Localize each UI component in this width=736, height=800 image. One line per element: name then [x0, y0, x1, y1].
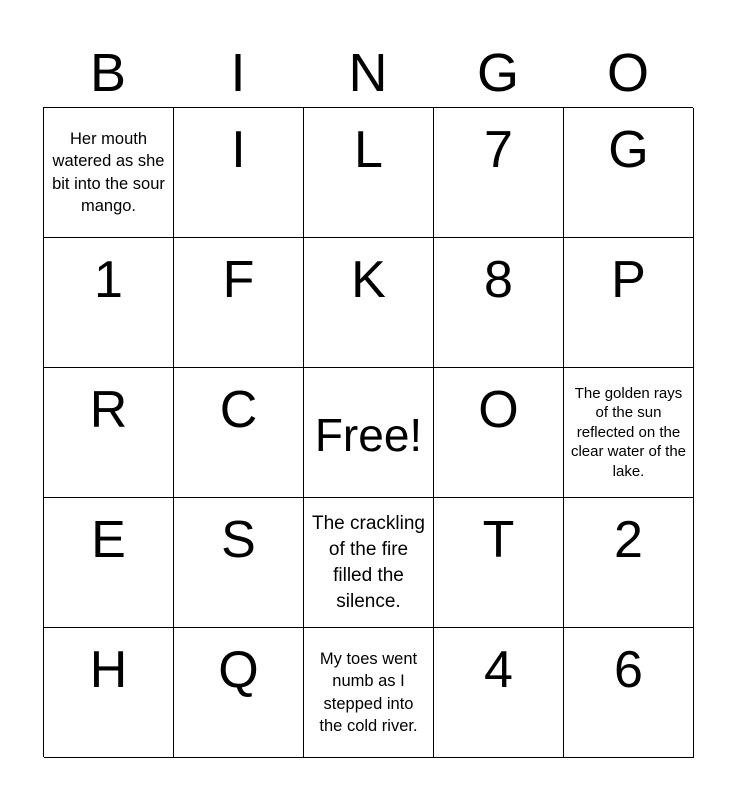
bingo-cell-r2-c2[interactable]: F — [174, 238, 304, 368]
bingo-board — [43, 107, 693, 757]
bingo-cell-r3-c5[interactable]: The golden rays of the sun reflected on the clear water of the lake. — [564, 368, 694, 498]
header-letter-b: B — [89, 43, 127, 103]
header-letter-g: G — [476, 43, 519, 103]
bingo-cell-r2-c1[interactable]: 1 — [44, 238, 174, 368]
bingo-cell-r5-c4[interactable]: 4 — [434, 628, 564, 758]
bingo-cell-r4-c4[interactable]: T — [434, 498, 564, 628]
free-space-cell[interactable]: Free! — [304, 368, 434, 498]
bingo-cell-r1-c1[interactable]: Her mouth watered as she bit into the sour mango. — [44, 108, 174, 238]
header-letter-i: I — [230, 43, 246, 103]
bingo-cell-r4-c1[interactable]: E — [44, 498, 174, 628]
bingo-cell-r5-c2[interactable]: Q — [174, 628, 304, 758]
bingo-cell-r5-c1[interactable]: H — [44, 628, 174, 758]
bingo-cell-r5-c5[interactable]: 6 — [564, 628, 694, 758]
header-letter-o: O — [606, 43, 649, 103]
bingo-cell-r1-c2[interactable]: I — [174, 108, 304, 238]
bingo-cell-r1-c3[interactable]: L — [304, 108, 434, 238]
bingo-header — [43, 40, 693, 106]
bingo-cell-r4-c5[interactable]: 2 — [564, 498, 694, 628]
header-letter-n: N — [348, 43, 388, 103]
bingo-cell-r5-c3[interactable]: My toes went numb as I stepped into the cold river. — [304, 628, 434, 758]
bingo-cell-r2-c3[interactable]: K — [304, 238, 434, 368]
bingo-cell-r1-c5[interactable]: G — [564, 108, 694, 238]
bingo-cell-r4-c3[interactable]: The crackling of the fire filled the silence. — [304, 498, 434, 628]
bingo-cell-r1-c4[interactable]: 7 — [434, 108, 564, 238]
bingo-cell-r2-c5[interactable]: P — [564, 238, 694, 368]
bingo-cell-r3-c4[interactable]: O — [434, 368, 564, 498]
bingo-cell-r2-c4[interactable]: 8 — [434, 238, 564, 368]
bingo-cell-r4-c2[interactable]: S — [174, 498, 304, 628]
bingo-cell-r3-c2[interactable]: C — [174, 368, 304, 498]
bingo-cell-r3-c1[interactable]: R — [44, 368, 174, 498]
